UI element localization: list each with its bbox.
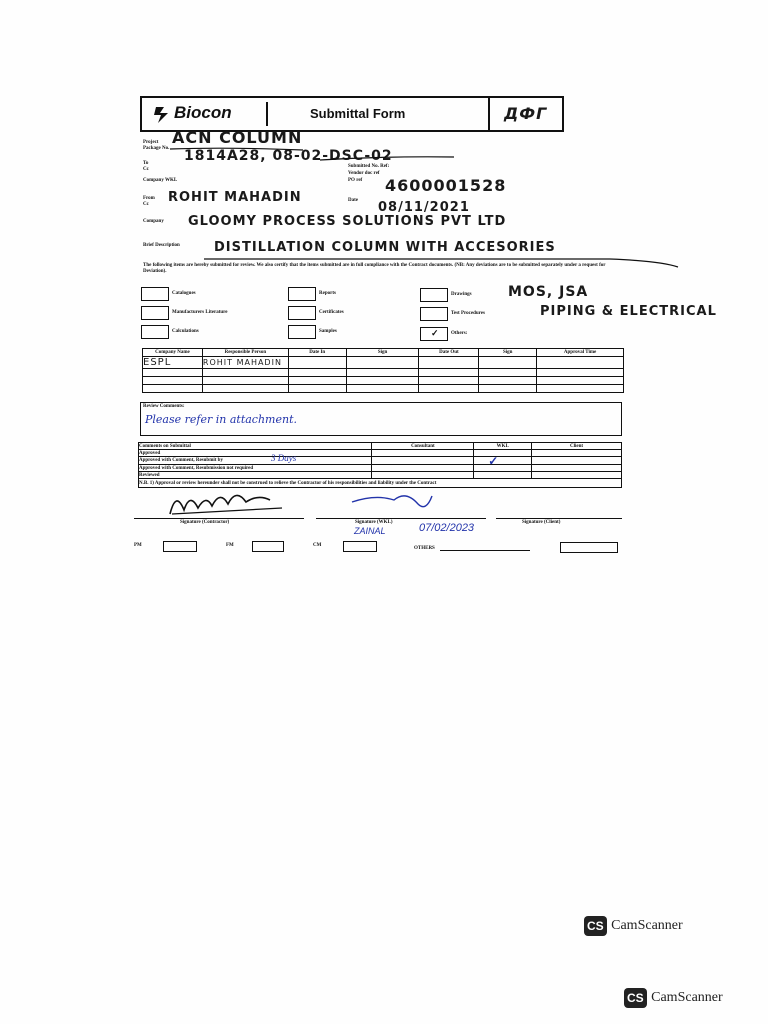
checkbox-certificates-label: Certificates bbox=[319, 310, 344, 315]
table-row bbox=[143, 369, 624, 377]
header-signature-box bbox=[488, 98, 564, 130]
table-cell bbox=[346, 357, 419, 369]
review-comments-label: Review Comments: bbox=[143, 404, 185, 409]
camscanner-badge-icon: CS bbox=[584, 916, 607, 936]
others-note-2: PIPING & ELECTRICAL bbox=[540, 304, 717, 319]
table-cell bbox=[537, 357, 624, 369]
review-comment-text: Please refer in attachment. bbox=[145, 413, 297, 426]
package-label: Package No. bbox=[143, 146, 170, 151]
signature-client-label: Signature (Client) bbox=[522, 520, 561, 525]
col-client: Client bbox=[532, 443, 622, 450]
table-row bbox=[143, 385, 624, 393]
footer-cm-label: CM bbox=[313, 543, 322, 548]
cell-person: ROHIT MAHADIN bbox=[202, 357, 288, 369]
sig-line-client bbox=[496, 518, 622, 519]
camscanner-watermark-2 bbox=[624, 988, 723, 1012]
checkbox-drawings[interactable] bbox=[420, 288, 448, 302]
table-cell bbox=[479, 357, 537, 369]
po-value: 4600001528 bbox=[385, 176, 507, 195]
row-reviewed: Reviewed bbox=[139, 472, 372, 479]
checkbox-drawings-label: Drawings bbox=[451, 292, 472, 297]
biocon-logo bbox=[146, 102, 268, 126]
checkbox-test-procedures[interactable] bbox=[420, 307, 448, 321]
checkbox-manufacturers-literature[interactable] bbox=[141, 306, 169, 320]
signature-wkl-label: Signature (WKL) bbox=[355, 520, 393, 525]
date-value: 08/11/2021 bbox=[378, 200, 470, 215]
table-cell bbox=[419, 357, 479, 369]
submittal-no-label: Submitted No. Ref: bbox=[348, 164, 390, 169]
po-label: PO ref bbox=[348, 178, 363, 183]
footer-fm-label: FM bbox=[226, 543, 234, 548]
others-note-1: MOS, JSA bbox=[508, 284, 589, 300]
vendor-doc-label: Vendor doc ref bbox=[348, 171, 380, 176]
col-approval-time: Approval Time bbox=[537, 349, 624, 357]
footer-others-box[interactable] bbox=[560, 542, 618, 553]
col-date-in: Date In bbox=[288, 349, 346, 357]
checkbox-calculations[interactable] bbox=[141, 325, 169, 339]
wkl-name: ZAINAL bbox=[354, 526, 386, 536]
brief-label: Brief Description bbox=[143, 243, 180, 248]
col-consultant: Consultant bbox=[372, 443, 474, 450]
biocon-logo-icon bbox=[152, 103, 174, 125]
checkbox-certificates[interactable] bbox=[288, 306, 316, 320]
checkbox-calculations-label: Calculations bbox=[172, 329, 199, 334]
col-comments-on-submittal: Comments on Submittal bbox=[139, 443, 372, 450]
contractor-signature-scribble bbox=[162, 484, 292, 520]
checkbox-others-tick: ✓ bbox=[431, 328, 439, 338]
date-label: Date bbox=[348, 198, 358, 203]
footer-others-line bbox=[440, 550, 530, 551]
checkbox-reports-label: Reports bbox=[319, 291, 336, 296]
table-row bbox=[143, 357, 624, 369]
checkbox-catalogues-label: Catalogues bbox=[172, 291, 196, 296]
wkl-tick: ✓ bbox=[488, 454, 499, 468]
checkbox-test-procedures-label: Test Procedures bbox=[451, 311, 485, 316]
company-label: Company WKL bbox=[143, 178, 178, 183]
camscanner-watermark-1 bbox=[584, 916, 683, 940]
checkbox-samples[interactable] bbox=[288, 325, 316, 339]
checkbox-others[interactable] bbox=[420, 327, 448, 341]
form-title: Submittal Form bbox=[310, 106, 406, 121]
review-comments-box bbox=[140, 402, 622, 436]
distribution-table bbox=[142, 348, 624, 393]
table-row bbox=[139, 450, 622, 457]
camscanner-text: CamScanner bbox=[651, 990, 723, 1005]
table-row bbox=[139, 472, 622, 479]
table-row bbox=[139, 457, 622, 465]
sig-line-wkl bbox=[316, 518, 486, 519]
checkbox-reports[interactable] bbox=[288, 287, 316, 301]
footer-pm-label: PM bbox=[134, 543, 142, 548]
col-wkl: WKL bbox=[474, 443, 532, 450]
table-row bbox=[143, 377, 624, 385]
col-sign-2: Sign bbox=[479, 349, 537, 357]
biocon-logo-text: Biocon bbox=[174, 103, 232, 122]
col-company-name: Company Name bbox=[143, 349, 203, 357]
wkl-signature-scribble bbox=[346, 488, 436, 516]
cell-company: ESPL bbox=[143, 357, 203, 369]
header-signature: ДФГ bbox=[504, 104, 548, 123]
checkbox-others-label: Others: bbox=[451, 331, 468, 336]
row-approved: Approved bbox=[139, 450, 372, 457]
checkbox-catalogues[interactable] bbox=[141, 287, 169, 301]
footer-others-label: OTHERS bbox=[414, 546, 435, 551]
to-underline bbox=[318, 154, 458, 162]
table-row bbox=[139, 465, 622, 472]
camscanner-text: CamScanner bbox=[611, 918, 683, 933]
nb-text: N.B. 1) Approval or review hereunder shall not be construed to relieve the Contractor of his responsibilities and liability under the Contract bbox=[139, 479, 622, 488]
row-approved-no-resubmit: Approved with Comment, Resubmission not required bbox=[139, 465, 372, 472]
company2-label: Company bbox=[143, 219, 164, 224]
footer-cm-box[interactable] bbox=[343, 541, 377, 552]
sig-line-contractor bbox=[134, 518, 304, 519]
comments-table bbox=[138, 442, 622, 488]
wkl-date: 07/02/2023 bbox=[419, 522, 475, 534]
row-approved-resubmit bbox=[139, 453, 372, 465]
project-value: ACN COLUMN bbox=[172, 128, 303, 147]
company2-value: GLOOMY PROCESS SOLUTIONS PVT LTD bbox=[188, 214, 507, 229]
to-value: 1814A28, 08-02-DSC-02 bbox=[184, 148, 393, 164]
checkbox-manufacturers-label: Manufacturers Literature bbox=[172, 310, 228, 315]
checkbox-samples-label: Samples bbox=[319, 329, 337, 334]
camscanner-badge-icon: CS bbox=[624, 988, 647, 1008]
form-header bbox=[140, 96, 564, 132]
col-responsible-person: Responsible Person bbox=[202, 349, 288, 357]
col-sign-1: Sign bbox=[346, 349, 419, 357]
project-label: Project bbox=[143, 140, 159, 145]
col-date-out: Date Out bbox=[419, 349, 479, 357]
from-cc-label: Cc bbox=[143, 202, 149, 207]
signature-contractor-label: Signature (Contractor) bbox=[180, 520, 230, 525]
from-value: ROHIT MAHADIN bbox=[168, 190, 302, 205]
row-approved-resubmit-label: Approved with Comment, Resubmit by bbox=[139, 458, 223, 463]
footer-fm-box[interactable] bbox=[252, 541, 284, 552]
cc-label: Cc bbox=[143, 167, 149, 172]
table-cell bbox=[288, 357, 346, 369]
to-label: To bbox=[143, 161, 149, 166]
footer-pm-box[interactable] bbox=[163, 541, 197, 552]
submittal-notice: The following items are hereby submitted for review. We also certify that the items submitted are in full compliance with the Contract documents. (NB: Any deviations are to be submitted separately under a request for Deviation). bbox=[143, 263, 606, 274]
brief-value: DISTILLATION COLUMN WITH ACCESORIES bbox=[214, 240, 556, 255]
resubmit-value: 3 Days bbox=[271, 453, 297, 463]
from-label: From bbox=[143, 196, 155, 201]
